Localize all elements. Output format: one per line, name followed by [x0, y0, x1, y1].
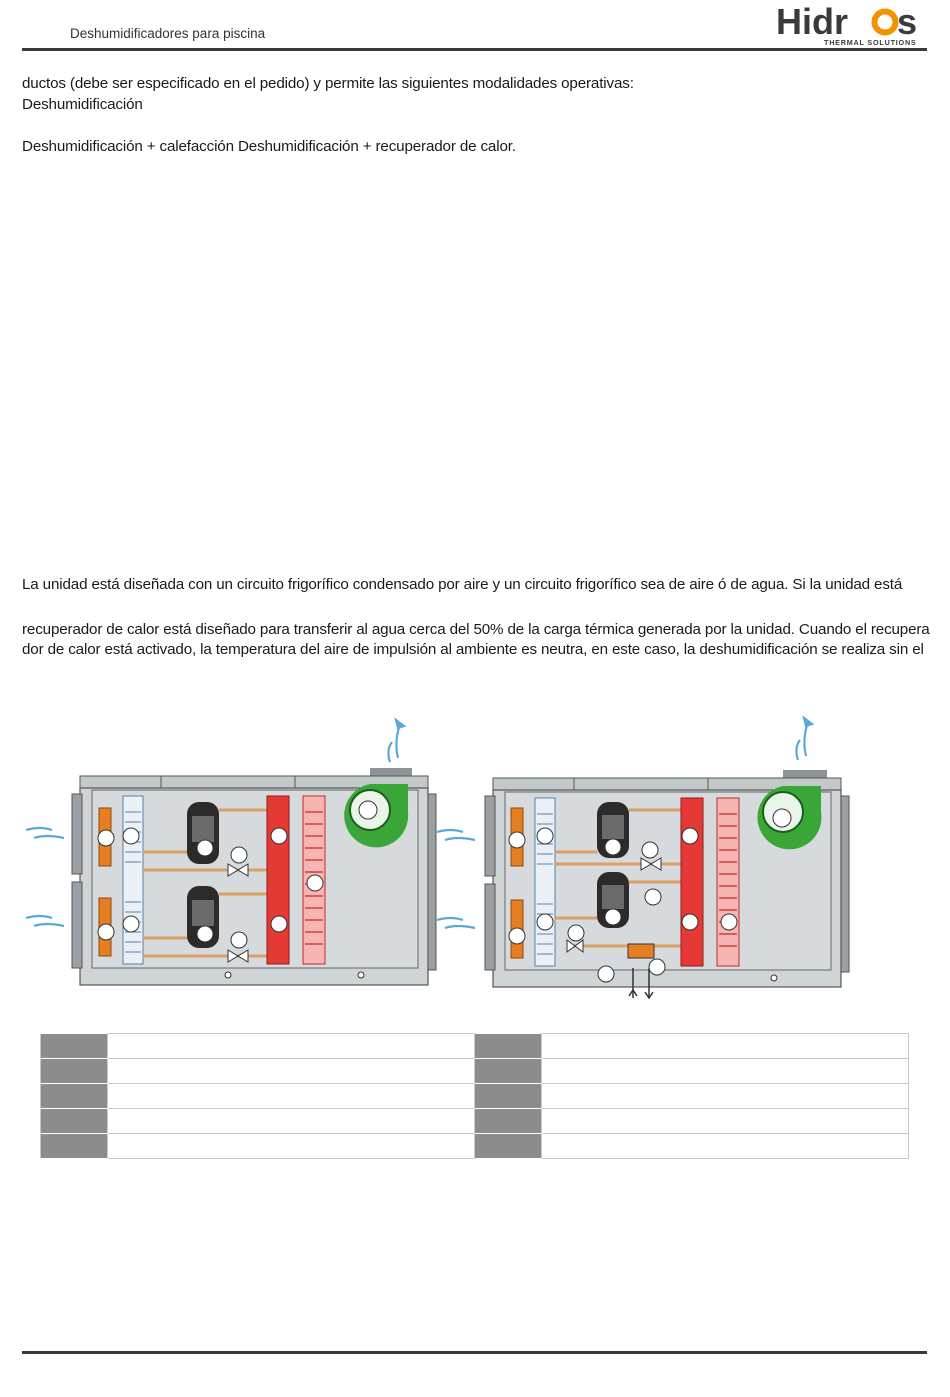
body-text-line: La unidad está diseñada con un circuito frigorífico condensado por aire y un circuito frigorífico sea de aire ó de agua. Si la unidad está	[22, 576, 903, 593]
footer-rule	[22, 1351, 927, 1354]
body-text-line: Deshumidificación + calefacción Deshumidificación + recuperador de calor.	[22, 138, 516, 155]
legend-row	[41, 1134, 909, 1159]
legend-value	[108, 1109, 475, 1134]
legend-key	[475, 1034, 542, 1059]
legend-key	[475, 1134, 542, 1159]
legend-key	[41, 1134, 108, 1159]
exhaust-air-arrow	[388, 720, 404, 762]
svg-text:THERMAL SOLUTIONS: THERMAL SOLUTIONS	[824, 38, 917, 47]
header-title: Deshumidificadores para piscina	[70, 26, 266, 41]
fan-icon	[344, 784, 408, 847]
legend-value	[542, 1059, 909, 1084]
legend-value	[108, 1059, 475, 1084]
legend-key	[41, 1034, 108, 1059]
legend-key	[41, 1109, 108, 1134]
legend-key	[475, 1084, 542, 1109]
legend-row	[41, 1034, 909, 1059]
fan-icon	[757, 786, 821, 849]
body-text-line: ductos (debe ser especificado en el pedido) y permite las siguientes modalidades operativas:	[22, 75, 634, 92]
body-text-line: dor de calor está activado, la temperatura del aire de impulsión al ambiente es neutra, en este caso, la deshumidificación se realiza sin el	[22, 641, 924, 658]
legend-value	[108, 1034, 475, 1059]
svg-text:s: s	[897, 2, 918, 42]
legend-value	[542, 1034, 909, 1059]
exhaust-air-arrow	[796, 718, 812, 760]
legend-row	[41, 1059, 909, 1084]
svg-text:Hidr: Hidr	[776, 2, 848, 42]
legend-value	[542, 1084, 909, 1109]
legend-value	[108, 1084, 475, 1109]
legend-row	[41, 1109, 909, 1134]
legend-table	[40, 1033, 909, 1159]
unit-diagram-water	[433, 712, 873, 1007]
legend-key	[41, 1084, 108, 1109]
legend-key	[41, 1059, 108, 1084]
inlet-air-arrow	[26, 828, 64, 926]
header-rule	[22, 48, 927, 51]
legend-key	[475, 1059, 542, 1084]
hidros-logo	[774, 2, 930, 48]
legend-key	[475, 1109, 542, 1134]
inlet-air-arrow	[437, 830, 475, 928]
body-text-line: Deshumidificación	[22, 96, 143, 113]
legend-value	[542, 1109, 909, 1134]
unit-diagram-air	[20, 712, 460, 1007]
legend-value	[542, 1134, 909, 1159]
legend-value	[108, 1134, 475, 1159]
body-text-line: recuperador de calor está diseñado para transferir al agua cerca del 50% de la carga térmica generada por la unidad. Cuando el recupera	[22, 621, 930, 638]
legend-row	[41, 1084, 909, 1109]
